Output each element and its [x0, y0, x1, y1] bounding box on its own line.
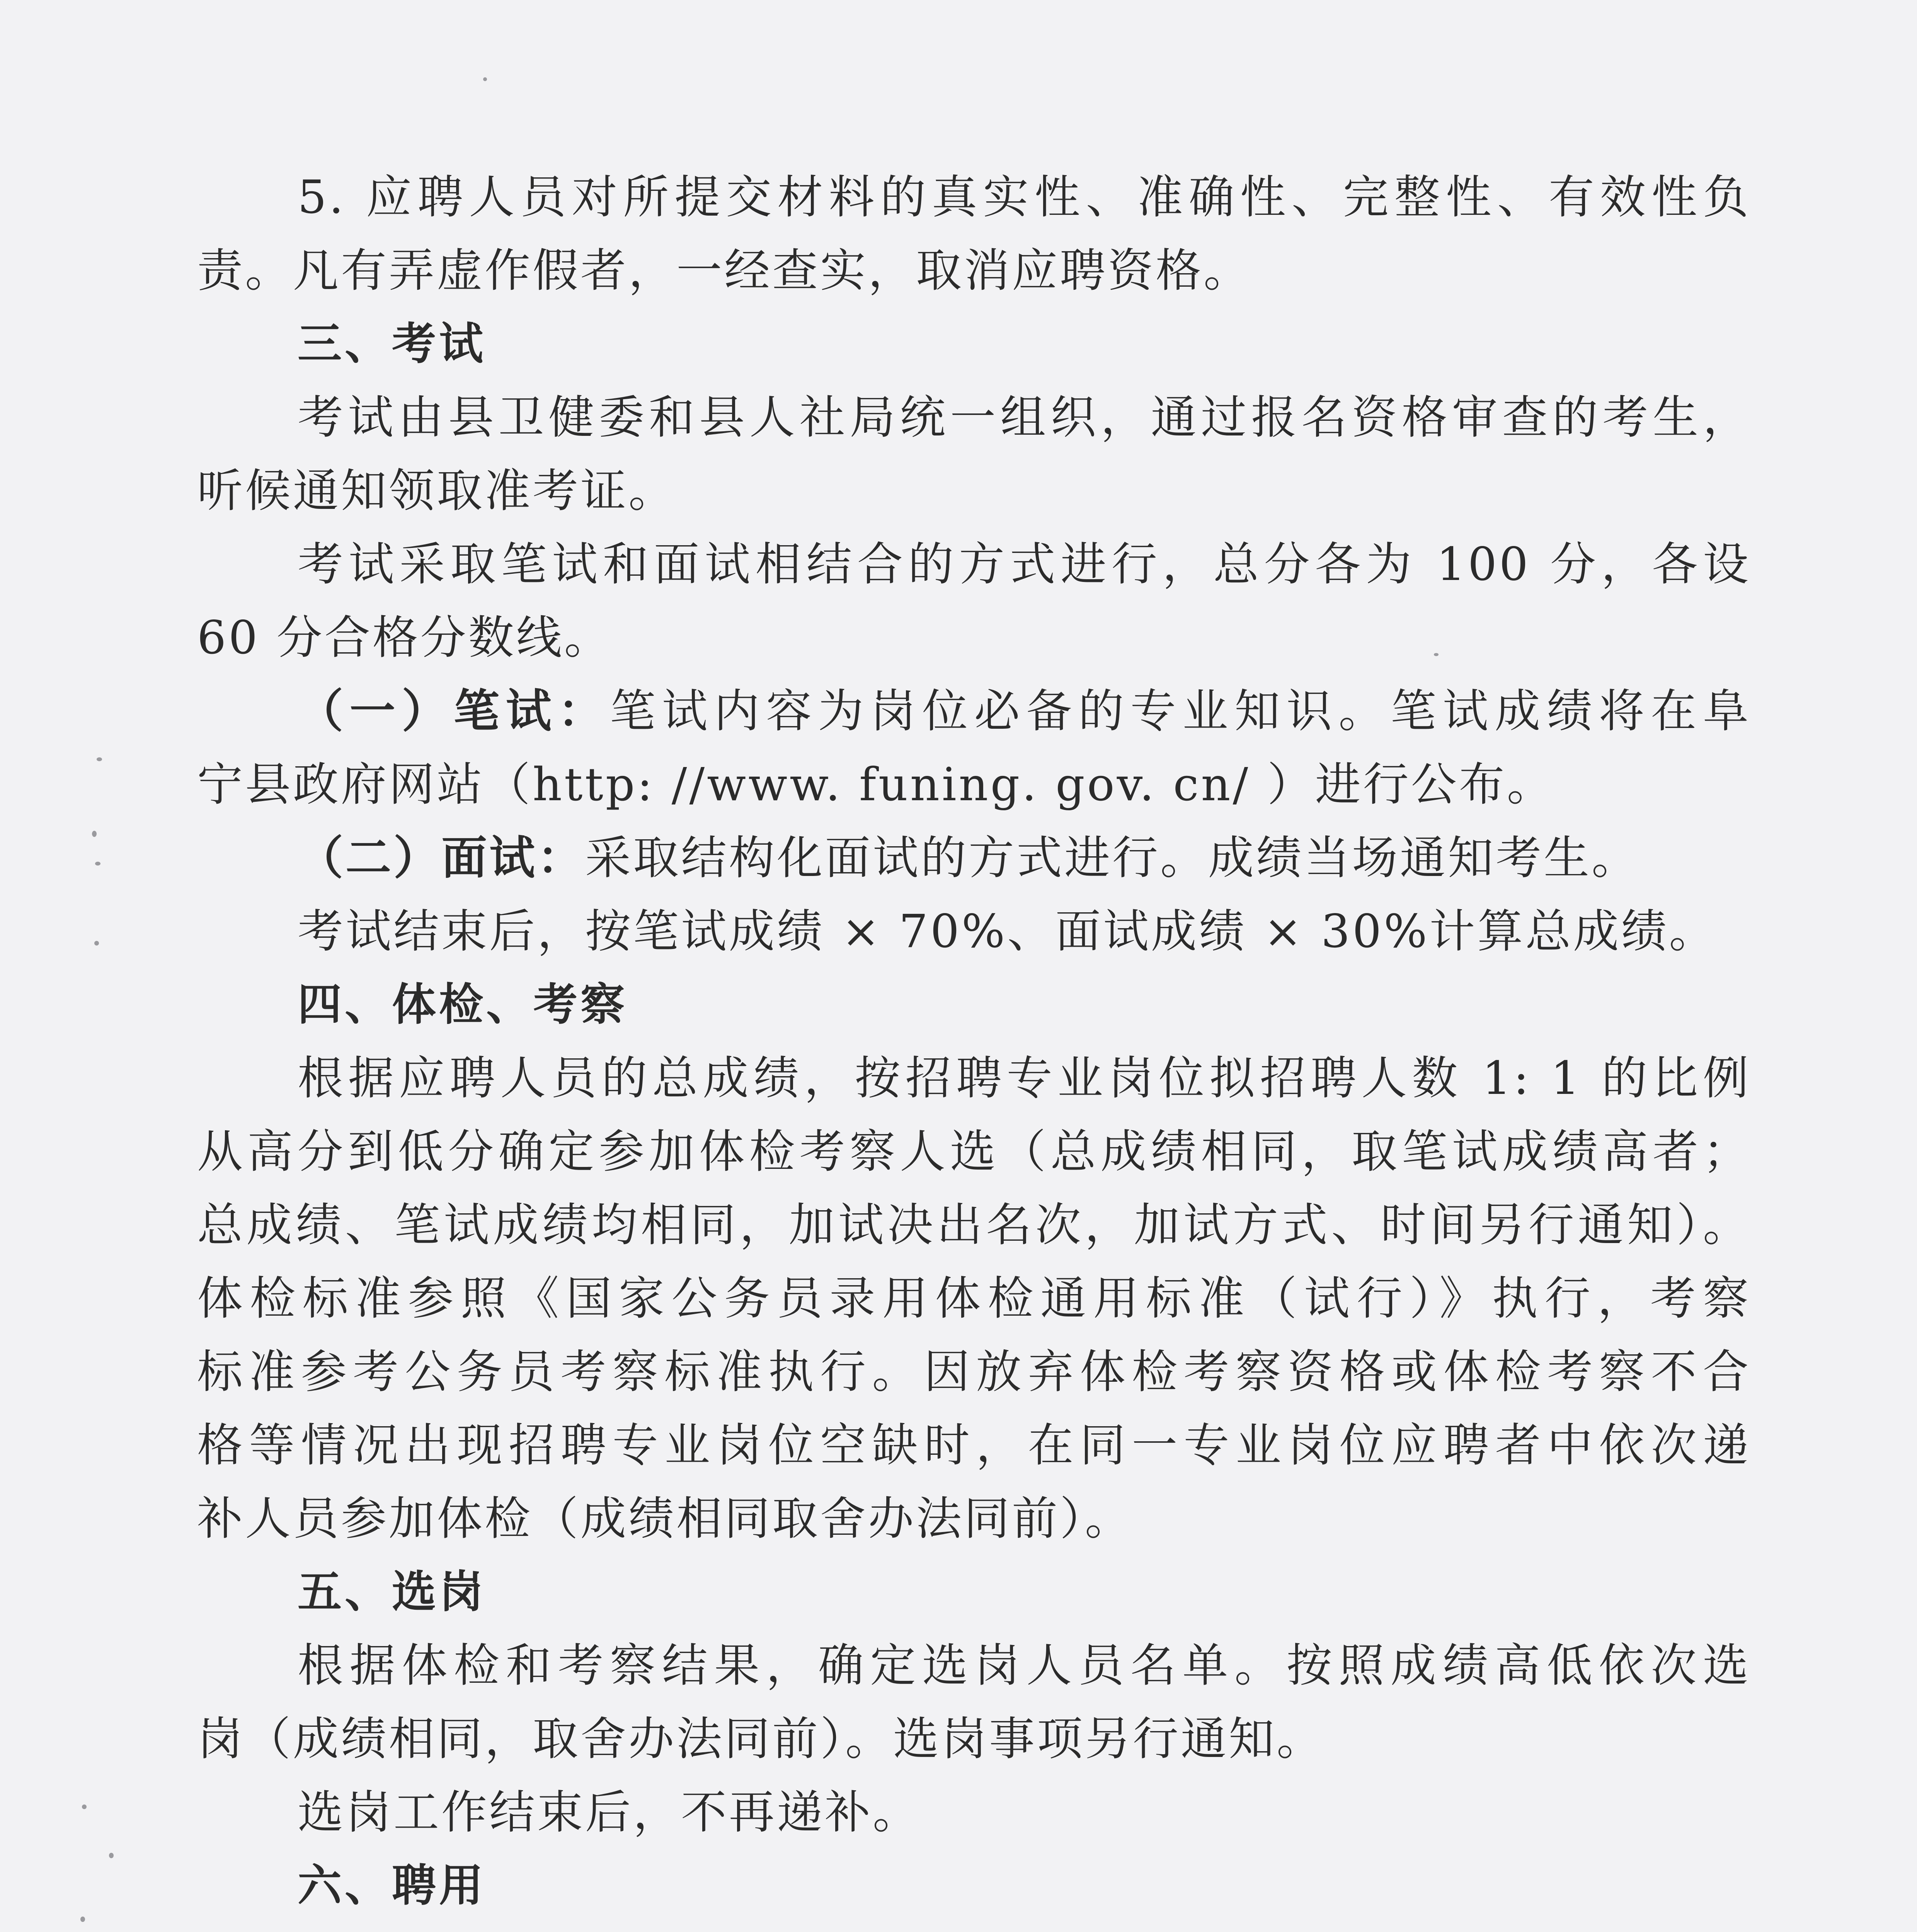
- paragraph-line: 5. 应聘人员对所提交材料的真实性、准确性、完整性、有效性负: [298, 170, 1751, 224]
- document-body: [197, 160, 1751, 1932]
- paragraph-line: 根据应聘人员的总成绩，按招聘专业岗位拟招聘人数 1: 1 的比例: [298, 1051, 1751, 1105]
- paragraph-line: 根据体检和考察结果，确定选岗人员名单。按照成绩高低依次选: [298, 1639, 1751, 1692]
- scan-speck: [94, 941, 99, 946]
- section-heading-position-selection: 五、选岗: [298, 1566, 487, 1617]
- paragraph-line: 岗（成绩相同，取舍办法同前）。选岗事项另行通知。: [197, 1712, 1325, 1765]
- paragraph-line: 考试采取笔试和面试相结合的方式进行，总分各为 100 分，各设: [298, 537, 1751, 591]
- paragraph-line: 格等情况出现招聘专业岗位空缺时，在同一专业岗位应聘者中依次递: [197, 1418, 1751, 1472]
- paragraph-line: 听候通知领取准考证。: [197, 464, 677, 517]
- paragraph-line: 责。凡有弄虚作假者，一经查实，取消应聘资格。: [197, 244, 1252, 297]
- paragraph-line: 宁县政府网站（http: //www. funing. gov. cn/ ）进行公布。: [197, 758, 1555, 811]
- paragraph-line: 体检标准参照《国家公务员录用体检通用标准（试行）》执行，考察: [197, 1272, 1751, 1325]
- scan-speck: [109, 1853, 114, 1858]
- paragraph-line-written-exam: [197, 674, 1751, 748]
- paragraph-line: 标准参考公务员考察标准执行。因放弃体检考察资格或体检考察不合: [197, 1345, 1751, 1398]
- scan-speck: [82, 1804, 87, 1809]
- paragraph-line: [197, 1922, 1751, 1932]
- paragraph-line: 选岗工作结束后，不再递补。: [298, 1786, 921, 1839]
- section-heading-employment: 六、聘用: [298, 1860, 487, 1911]
- section-heading-medical-check: 四、体检、考察: [298, 979, 628, 1030]
- scan-speck: [97, 757, 102, 761]
- paragraph-line: 考试由县卫健委和县人社局统一组织，通过报名资格审查的考生，: [298, 391, 1751, 444]
- written-exam-label: （一）笔试：: [298, 684, 610, 738]
- paragraph-line: 考试结束后，按笔试成绩 × 70%、面试成绩 × 30%计算总成绩。: [298, 905, 1717, 958]
- paragraph-line: 总成绩、笔试成绩均相同，加试决出名次，加试方式、时间另行通知）。: [197, 1198, 1751, 1252]
- interview-text: 采取结构化面试的方式进行。成绩当场通知考生。: [585, 831, 1640, 884]
- scan-speck: [95, 862, 100, 866]
- scan-speck: [1434, 653, 1439, 656]
- scan-speck: [483, 77, 487, 81]
- paragraph-line: 60 分合格分数线。: [197, 611, 612, 664]
- paragraph-line: 补人员参加体检（成绩相同取舍办法同前）。: [197, 1492, 1133, 1545]
- paragraph-line: 从高分到低分确定参加体检考察人选（总成绩相同，取笔试成绩高者；: [197, 1125, 1751, 1178]
- interview-label: （二）面试：: [298, 831, 586, 884]
- section-heading-exam: 三、考试: [298, 318, 487, 369]
- scan-speck: [92, 831, 97, 837]
- scan-speck: [80, 1917, 85, 1922]
- written-exam-text: 笔试内容为岗位必备的专业知识。笔试成绩将在阜: [610, 684, 1751, 738]
- paragraph-line-interview: [197, 821, 1751, 895]
